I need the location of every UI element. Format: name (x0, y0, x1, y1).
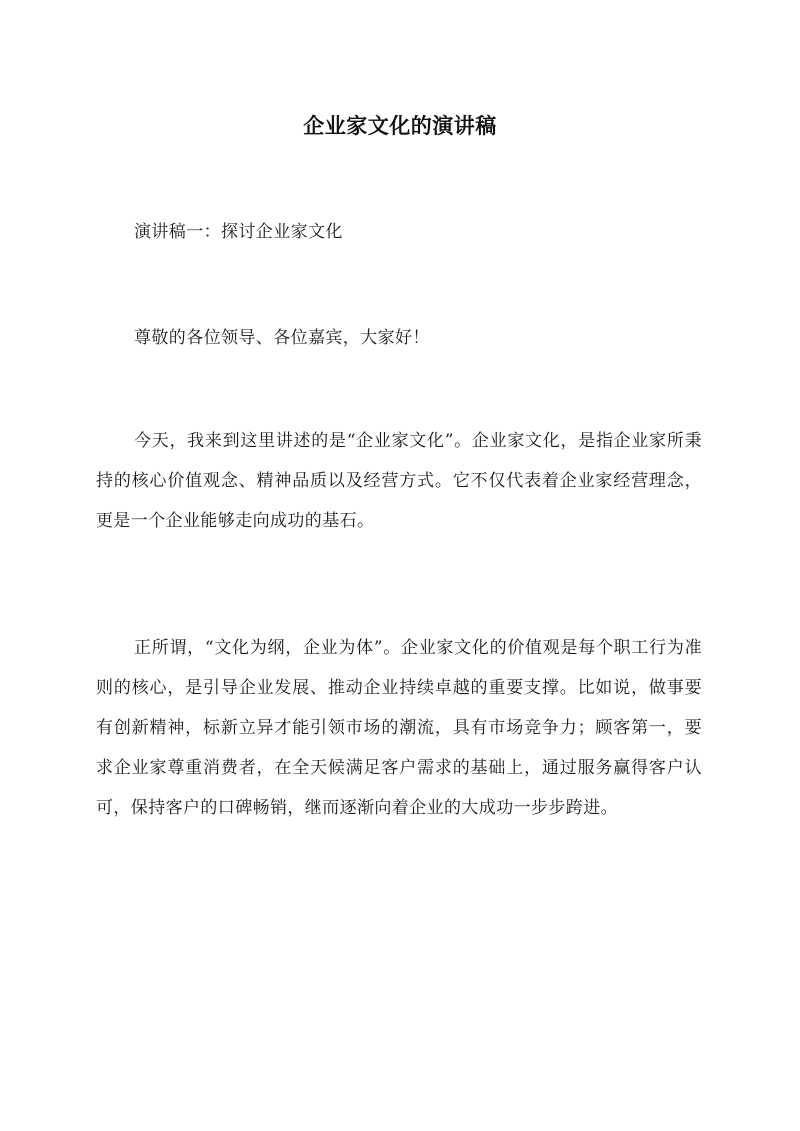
speech-greeting: 尊敬的各位领导、各位嘉宾，大家好！ (134, 328, 430, 348)
paragraph-2: 正所谓，“文化为纲，企业为体”。企业家文化的价值观是每个职工行为准则的核心，是引导企业发展、推动企业持续卓越的重要支撑。比如说，做事要有创新精神，标新立异才能引领市场的潮流，具有市场竞争力；顾客第一，要求企业家尊重消费者，在全天候满足客户需求的基础上，通过服务赢得客户认可，保持客户的口碑畅销，继而逐渐向着企业的大成功一步步跨进。 (96, 638, 702, 818)
paragraph-1: 今天，我来到这里讲述的是“企业家文化”。企业家文化，是指企业家所秉持的核心价值观念、精神品质以及经营方式。它不仅代表着企业家经营理念，更是一个企业能够走向成功的基石。 (96, 431, 702, 531)
document-title: 企业家文化的演讲稿 (303, 113, 497, 139)
speech-subheading: 演讲稿一：探讨企业家文化 (134, 222, 343, 242)
